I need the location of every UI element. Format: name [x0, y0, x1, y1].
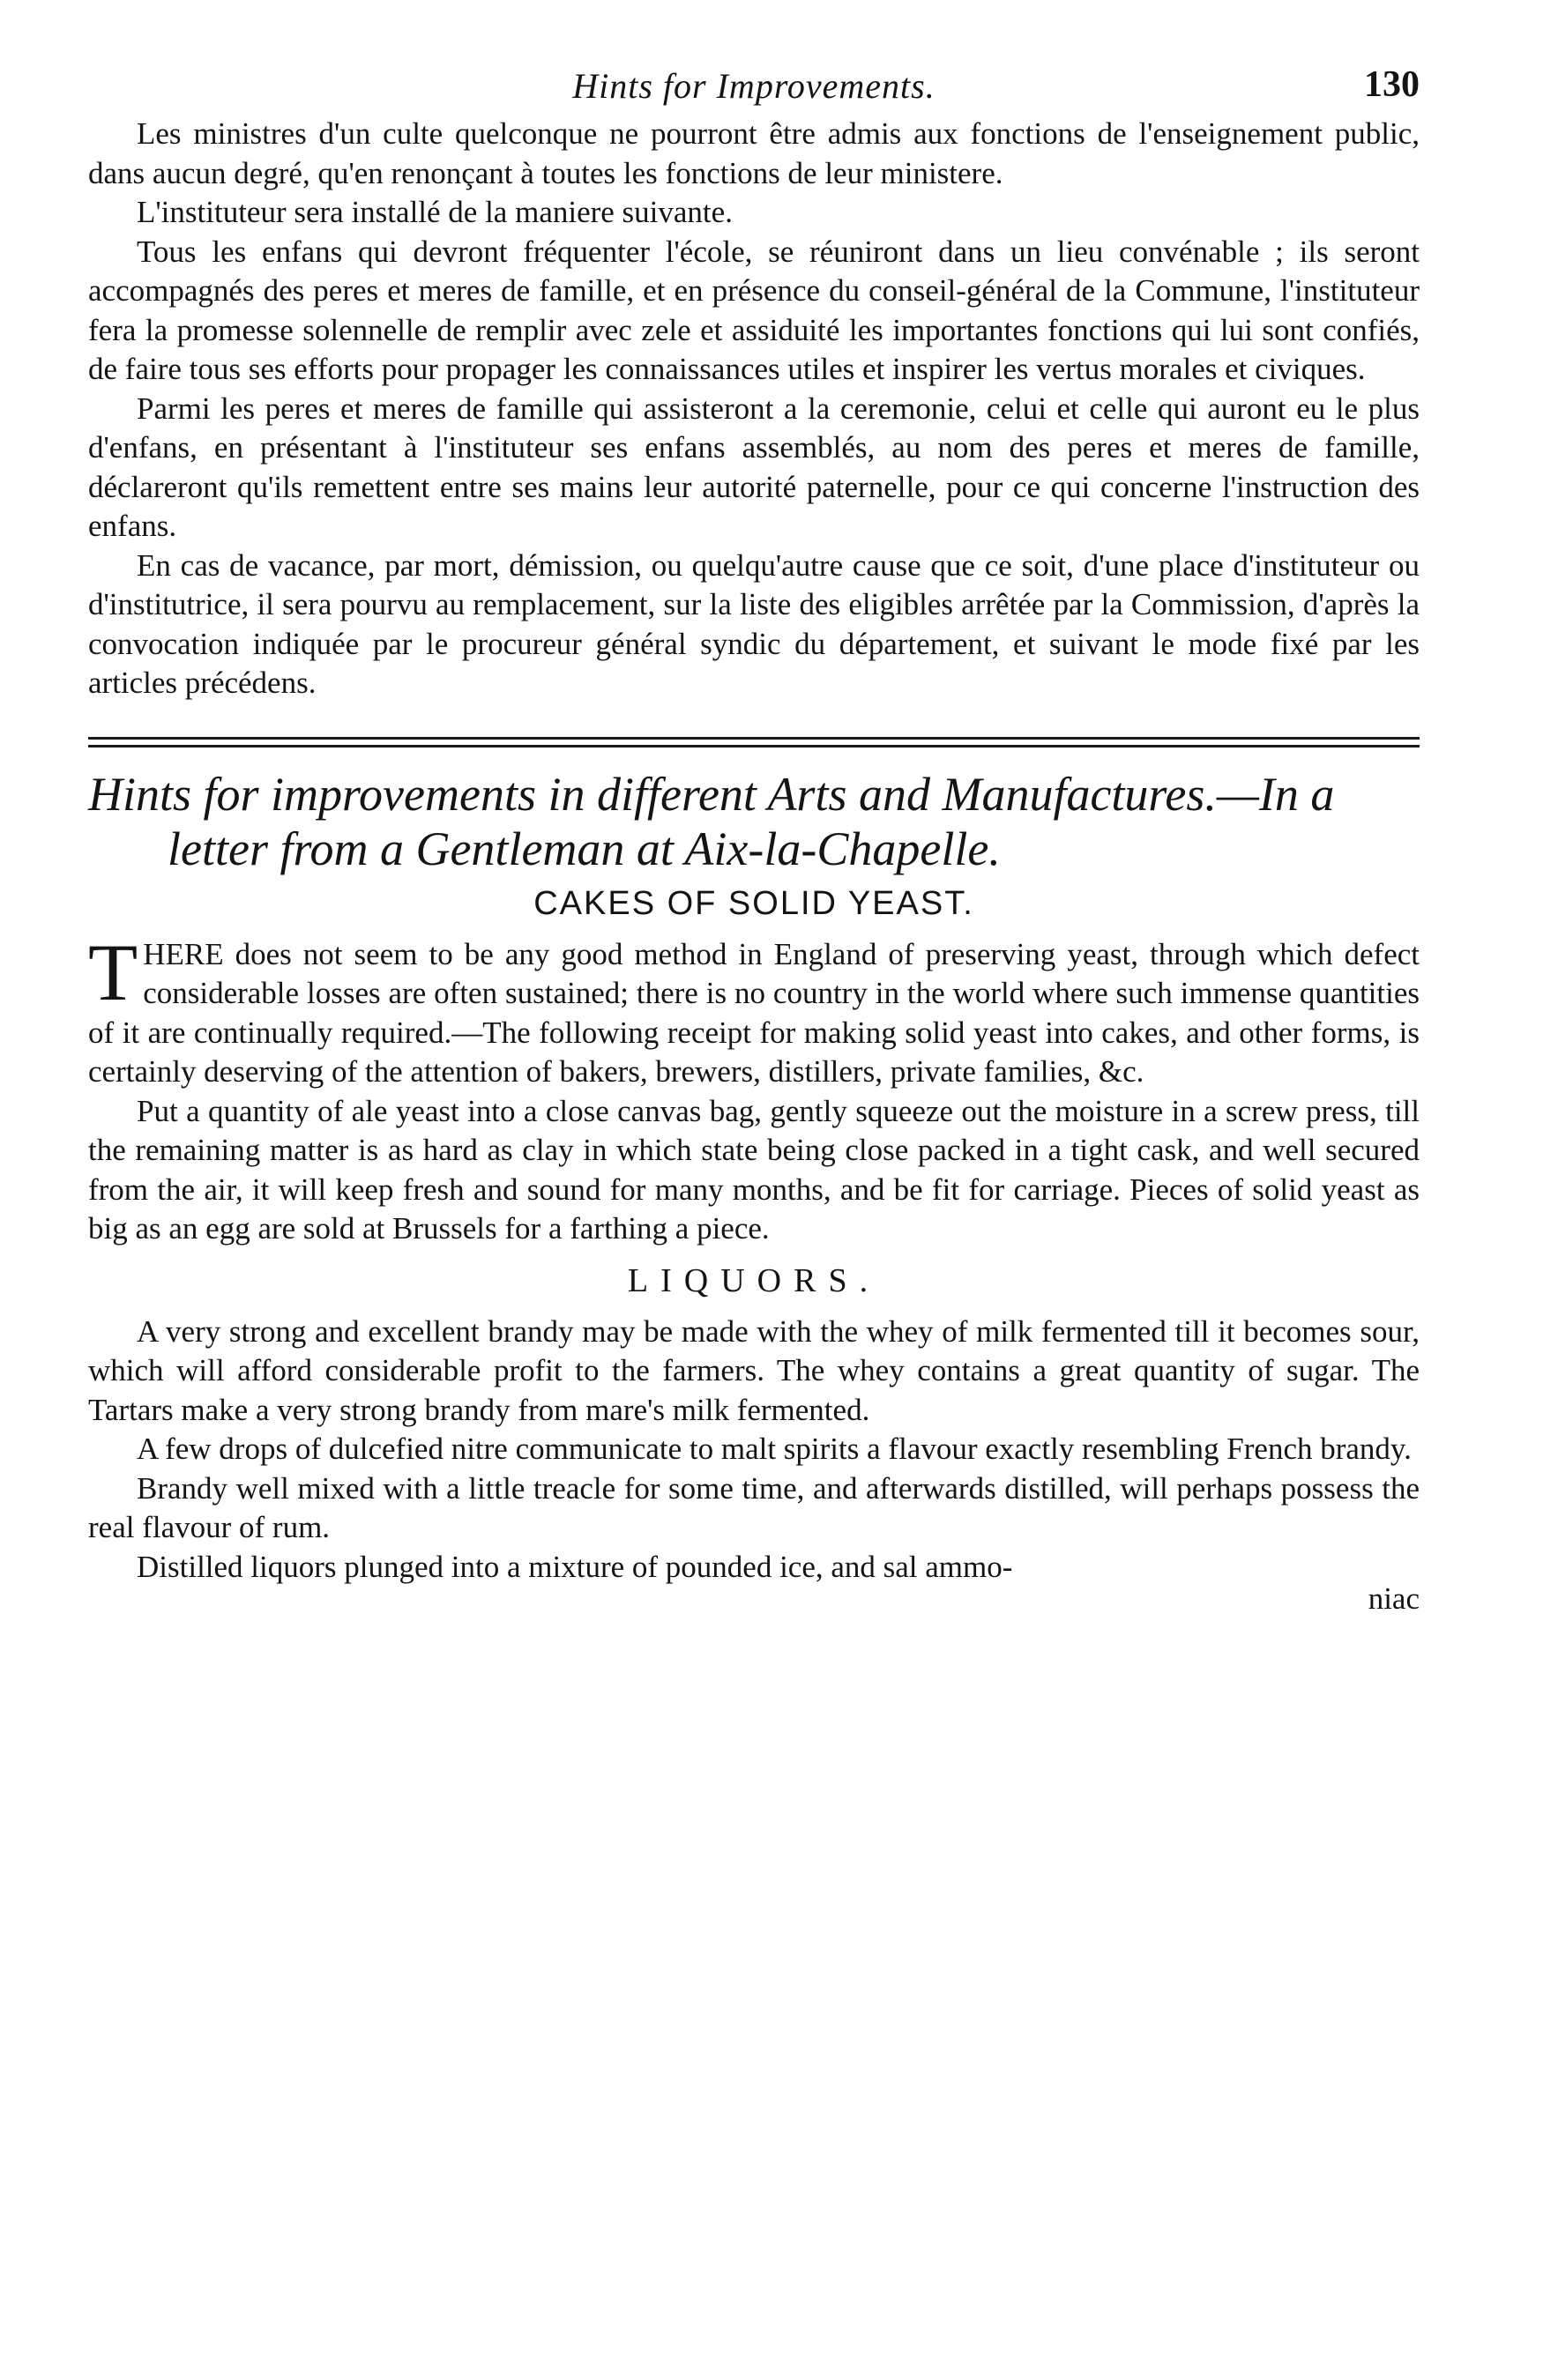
- page-number: 130: [1364, 64, 1420, 105]
- paragraph: Parmi les peres et meres de famille qui assisteront a la ceremonie, celui et celle qui auront eu le plus d'enfans, en présentant à l'instituteur ses enfans assemblés, au nom des peres et meres de famille, déclareront qu'ils remettent entre ses mains leur autorité paternelle, pour ce qui concerne l'instruction des enfans.: [88, 390, 1420, 543]
- paragraph: Distilled liquors plunged into a mixture of pounded ice, and sal ammo-: [137, 1549, 1013, 1584]
- running-head: [88, 53, 1420, 115]
- running-title: Hints for Improvements.: [572, 66, 935, 106]
- section-heading-liquors: LIQUORS.: [627, 1261, 881, 1299]
- drop-cap: T: [88, 926, 138, 1017]
- paragraph: L'instituteur sera installé de la maniere suivante.: [137, 195, 733, 229]
- paragraph: A few drops of dulcefied nitre communicate to malt spirits a flavour exactly resembling French brandy.: [137, 1432, 1412, 1466]
- paragraph: A very strong and excellent brandy may be made with the whey of milk fermented till it becomes sour, which will afford considerable profit to the farmers. The whey contains a great quantity of sugar. The Tartars make a very strong brandy from mare's milk fermented.: [88, 1313, 1420, 1427]
- book-page: [88, 53, 1420, 1617]
- paragraph: Tous les enfans qui devront fréquenter l'école, se réuniront dans un lieu convénable ; ils seront accompagnés des peres et meres de famille, et en présence du conseil-général de la Commune, l'instituteur fera la promesse solennelle de remplir avec zele et assiduité les importantes fonctions qui lui sont confiés, de faire tous ses efforts pour propager les connaissances utiles et inspirer les vertus morales et civiques.: [88, 234, 1420, 386]
- paragraph: En cas de vacance, par mort, démission, ou quelqu'autre cause que ce soit, d'une place d'instituteur ou d'institutrice, il sera pourvu au remplacement, sur la liste des eligibles arrêtée par la Commission, d'après la convocation indiquée par le procureur général syndic du département, et suivant le mode fixé par les articles précédens.: [88, 547, 1420, 700]
- catchword: niac: [1368, 1581, 1420, 1616]
- liquors-section: [88, 1313, 1420, 1588]
- paragraph: Brandy well mixed with a little treacle for some time, and afterwards distilled, will perhaps possess the real flavour of rum.: [88, 1470, 1420, 1544]
- paragraph: Les ministres d'un culte quelconque ne pourront être admis aux fonctions de l'enseignement public, dans aucun degré, qu'en renonçant à toutes les fonctions de leur ministere.: [88, 116, 1420, 190]
- french-text: [88, 115, 1420, 703]
- first-paragraph: [88, 926, 1420, 1092]
- yeast-section: [88, 926, 1420, 1249]
- paragraph: Put a quantity of ale yeast into a close canvas bag, gently squeeze out the moisture in a screw press, till the remaining matter is as hard as clay in which state being close packed in a tight cask, and well secured from the air, it will keep fresh and sound for many months, and be fit for carriage. Pieces of solid yeast as big as an egg are sold at Brussels for a farthing a piece.: [88, 1093, 1420, 1246]
- section-heading-yeast: CAKES OF SOLID YEAST.: [533, 884, 974, 922]
- article-title: Hints for improvements in different Arts and Manufactures.—In a letter from a Gentleman at Aix-la-Chapelle.: [88, 767, 1335, 875]
- paragraph: HERE does not seem to be any good method in England of preserving yeast, through which defect considerable losses are often sustained; there is no country in the world where such immense quantities of it are continually required.—The following receipt for making solid yeast into cakes, and other forms, is certainly deserving of the attention of bakers, brewers, distillers, private families, &c.: [88, 936, 1420, 1089]
- double-rule-divider: [88, 737, 1420, 747]
